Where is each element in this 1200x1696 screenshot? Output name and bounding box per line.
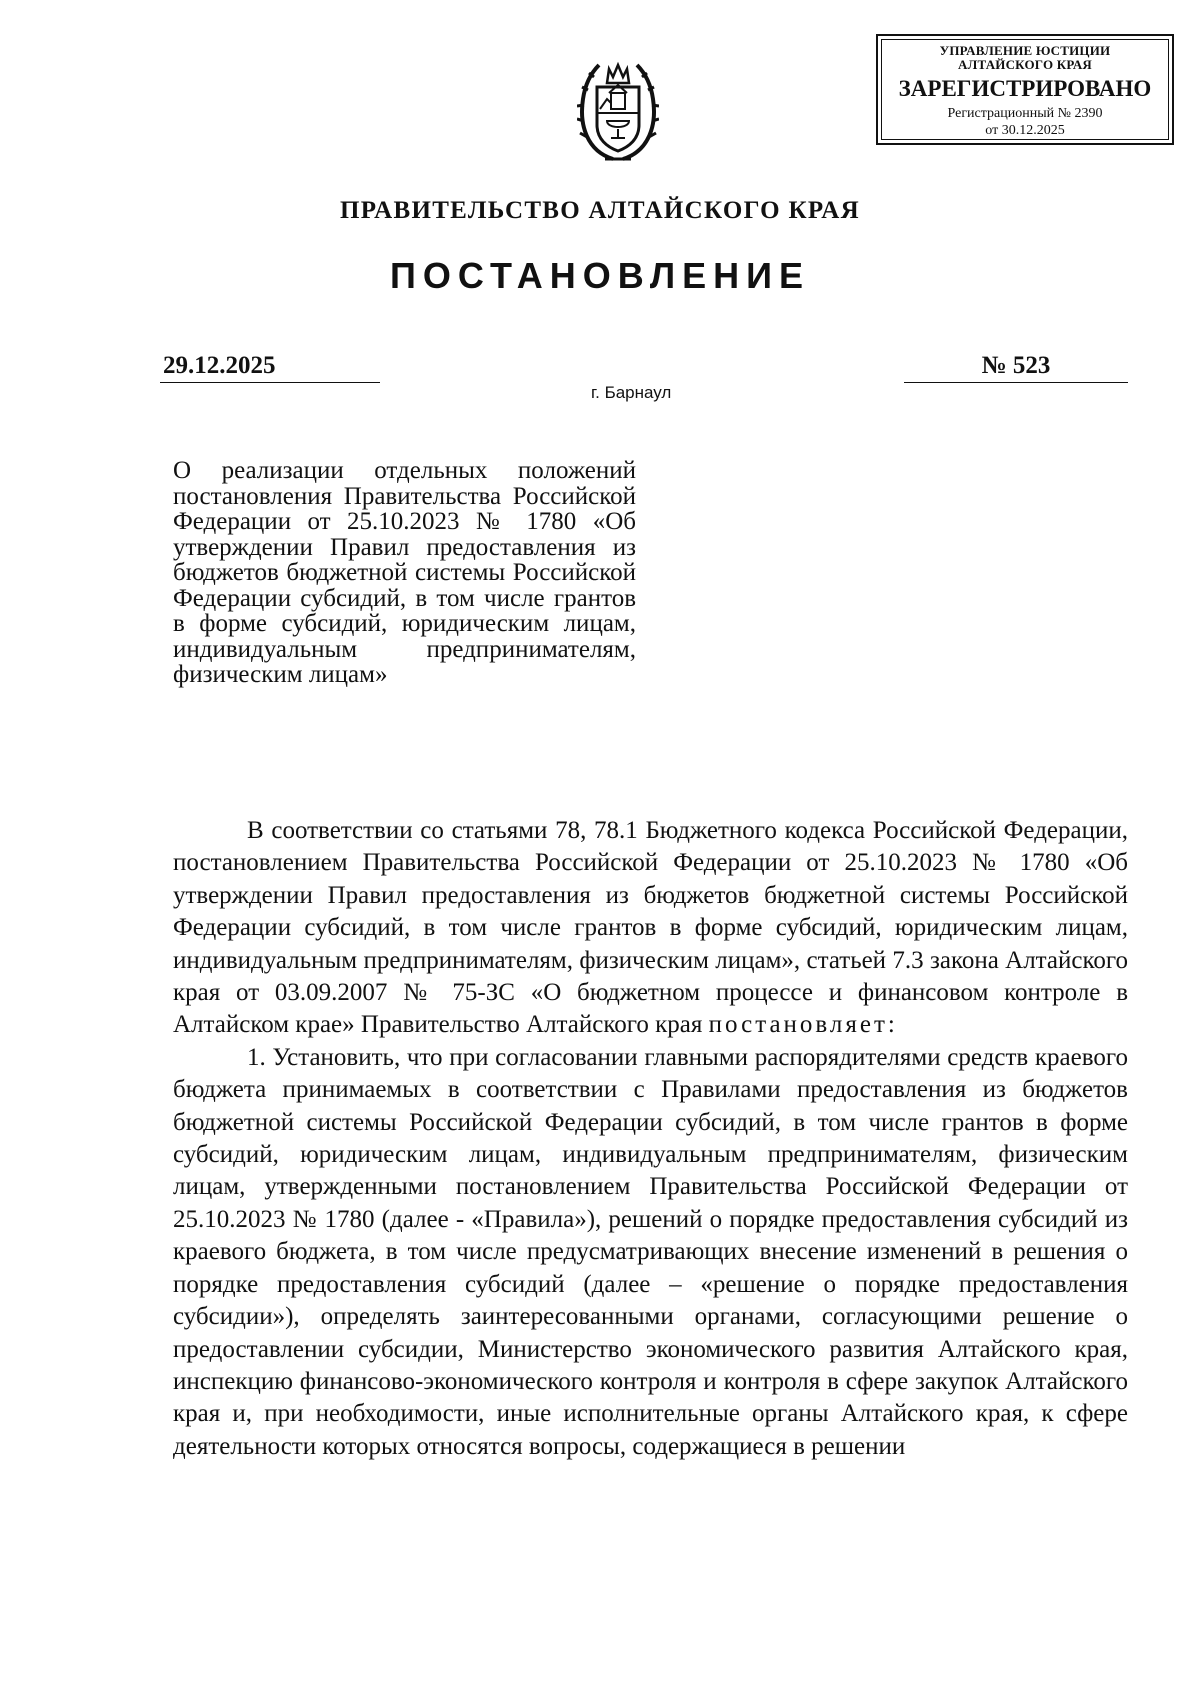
stamp-status: ЗАРЕГИСТРИРОВАНО	[898, 76, 1152, 101]
document-type-title: ПОСТАНОВЛЕНИЕ	[390, 255, 810, 296]
body-item-1: 1. Установить, что при согласовании главными распорядителями средств краевого бюджета принимаемых в соответствии с Правилами предоставления из бюджетов бюджетной системы Российской Федерации субсидий, в том числе грантов в форме субсидий, юридическим лицам, индивидуальным предпринимателям, физическим лицам, утвержденными постановлением Правительства Российской Федерации от 25.10.2023 № 1780 (далее - «Правила»), решений о порядке предоставления субсидий из краевого бюджета, в том числе предусматривающих внесение изменений в решения о порядке предоставления субсидий (далее – «решение о порядке предоставления субсидии»), определять заинтересованными органами, согласующими решение о предоставлении субсидии, Министерство экономического развития Алтайского края, инспекцию финансово-экономического контроля и контроля в сфере закупок Алтайского края и, при необходимости, иные исполнительные органы Алтайского края, к сфере деятельности которых относятся вопросы, содержащиеся в решении	[173, 1043, 1128, 1460]
document-subject: О реализации отдельных положений постановления Правительства Российской Федерации от 25.10.2023 № 1780 «Об утверждении Правил предоставления из бюджетов бюджетной системы Российской Федерации субсидий, в том числе грантов в форме субсидий, юридическим лицам, индивидуальным предпринимателям, физическим лицам»	[173, 457, 636, 688]
stamp-reg-date: от 30.12.2025	[985, 123, 1065, 138]
preamble-text: В соответствии со статьями 78, 78.1 Бюджетного кодекса Российской Федерации, постановлением Правительства Российской Федерации от 25.10.2023 № 1780 «Об утверждении Правил предоставления из бюджетов бюджетной системы Российской Федерации субсидий, в том числе грантов в форме субсидий, юридическим лицам, индивидуальным предпринимателям, физическим лицам», статьей 7.3 закона Алтайского края от 03.09.2007 № 75-ЗС «О бюджетном процессе и финансовом контроле в Алтайском крае» Правительство Алтайского края	[173, 817, 1128, 1039]
document-number: № 523	[904, 350, 1128, 383]
altai-krai-coat-of-arms-icon	[577, 55, 659, 167]
registration-stamp-inner	[881, 39, 1169, 140]
government-title: ПРАВИТЕЛЬСТВО АЛТАЙСКОГО КРАЯ	[340, 197, 860, 224]
document-date: 29.12.2025	[160, 350, 380, 383]
document-city: г. Барнаул	[591, 383, 672, 402]
stamp-org-line2: АЛТАЙСКОГО КРАЯ	[958, 57, 1092, 72]
stamp-reg-number: Регистрационный № 2390	[947, 106, 1103, 121]
preamble-keyword: постановляет:	[708, 1011, 898, 1039]
document-body	[173, 815, 1128, 1463]
registration-stamp	[876, 34, 1174, 145]
stamp-org-line1: УПРАВЛЕНИЕ ЮСТИЦИИ	[939, 43, 1111, 58]
body-preamble	[173, 815, 1128, 1042]
